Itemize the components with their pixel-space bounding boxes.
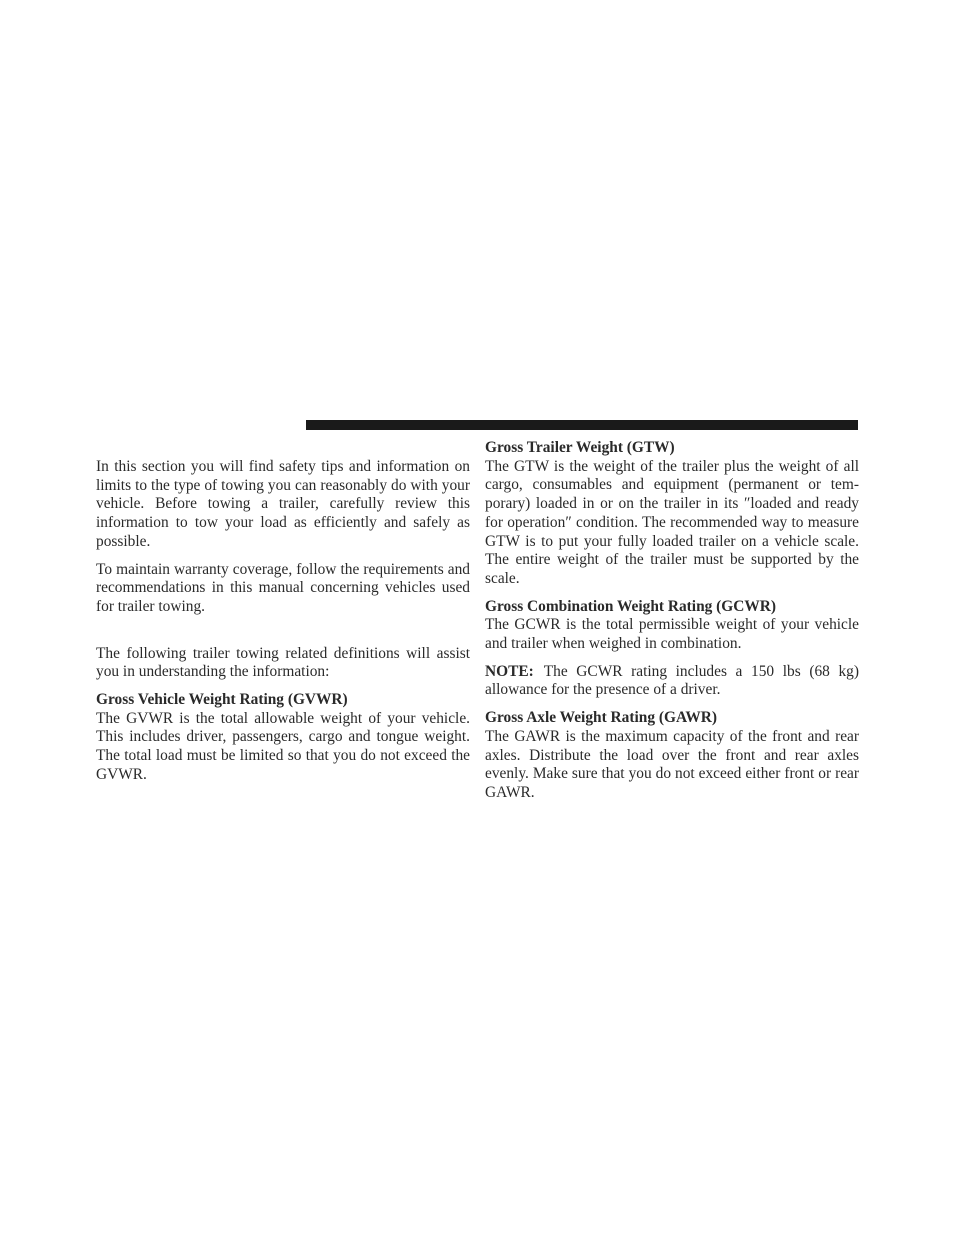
gtw-text: The GTW is the weight of the trailer plus the weight of all cargo, consumables and equipment (permanent or temporary) loaded in or on the trailer in its ″loaded and ready for operation″ condition. The recommended way to measure GTW is to put your fully loaded trailer on a vehicle scale. The entire weight of the trailer must be supported by the scale. [485, 457, 859, 587]
gawr-heading: Gross Axle Weight Rating (GAWR) [485, 709, 718, 727]
intro-paragraph-2: To maintain warranty coverage, follow the requirements and recommendations in this manual concerning vehicles used for trailer towing. [96, 560, 470, 615]
gcwr-text: The GCWR is the total permissible weight of your vehicle and trailer when weighed in combination. [485, 616, 859, 653]
intro-paragraph-1: In this section you will find safety tips and information on limits to the type of towing you can reasonably do with your vehicle. Before towing a trailer, carefully review this information to tow your load as efficiently and safely as possible. [96, 458, 470, 550]
gawr-text: The GAWR is the maximum capacity of the front and rear axles. Distribute the load over the front and rear axles evenly. Make sure that you do not exceed either front or rear GAWR. [485, 727, 859, 801]
left-column [96, 458, 470, 785]
section-header-bar [306, 420, 858, 430]
gcwr-heading: Gross Combination Weight Rating (GCWR) [485, 597, 777, 615]
note-text: The GCWR rating includes a 150 lbs (68 kg) allowance for the presence of a driver. [485, 662, 859, 699]
note-paragraph [485, 663, 859, 700]
gvwr-heading: Gross Vehicle Weight Rating (GVWR) [96, 691, 348, 709]
gvwr-text: The GVWR is the total allowable weight of your vehicle. This includes driver, passengers, cargo and tongue weight. The total load must be limited so that you do not exceed the GVWR. [96, 709, 470, 783]
right-column [485, 439, 859, 803]
gtw-heading: Gross Trailer Weight (GTW) [485, 439, 675, 456]
definitions-intro: The following trailer towing related definitions will assist you in understanding the information: [96, 644, 470, 681]
note-label: NOTE: [485, 662, 534, 680]
